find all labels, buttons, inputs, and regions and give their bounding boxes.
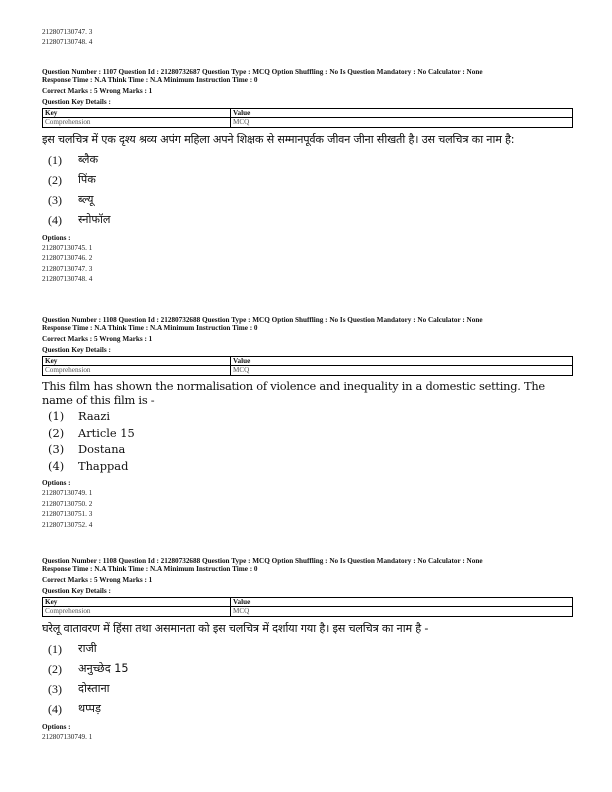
choice-number: (1) <box>48 641 62 656</box>
table-header-key: Key <box>43 108 231 118</box>
key-details-label: Question Key Details : <box>42 345 111 354</box>
choice-item <box>42 699 574 719</box>
choice-number: (3) <box>48 681 62 696</box>
question-meta-line1: Question Number : 1107 Question Id : 21280732687 Question Type : MCQ Option Shuffling : No Is Question Mandatory : No Calculator : None <box>42 68 483 76</box>
table-cell-value: MCQ <box>231 118 573 128</box>
options-label: Options : <box>42 722 71 731</box>
question-block-1108-hindi <box>42 557 574 742</box>
choice-label: राजी <box>78 641 97 655</box>
choice-number: (1) <box>48 409 65 423</box>
question-block-1107 <box>42 68 574 284</box>
option-id: 212807130745. 1 <box>42 243 93 252</box>
table-header-key: Key <box>43 597 231 607</box>
choice-number: (1) <box>48 152 62 167</box>
table-header-key: Key <box>43 356 231 366</box>
table-header-value: Value <box>231 108 573 118</box>
option-id: 212807130751. 3 <box>42 510 93 519</box>
options-label: Options : <box>42 479 71 488</box>
table-cell-key: Comprehension <box>43 366 231 376</box>
choice-item <box>42 190 574 210</box>
choice-item <box>42 408 574 425</box>
choice-item <box>42 458 574 475</box>
key-details-label: Question Key Details : <box>42 97 111 106</box>
marks-line: Correct Marks : 5 Wrong Marks : 1 <box>42 575 153 584</box>
options-section <box>42 233 574 285</box>
key-details-label: Question Key Details : <box>42 586 111 595</box>
options-section <box>42 722 574 742</box>
choice-item <box>42 639 574 659</box>
table-cell-value: MCQ <box>231 607 573 617</box>
question-meta-line1: Question Number : 1108 Question Id : 21280732688 Question Type : MCQ Option Shuffling : No Is Question Mandatory : No Calculator : None <box>42 557 483 565</box>
option-id: 212807130752. 4 <box>42 520 93 529</box>
choice-label: ब्लैक <box>78 152 99 166</box>
choice-item <box>42 210 574 230</box>
table-cell-key: Comprehension <box>43 118 231 128</box>
choice-number: (2) <box>48 172 62 187</box>
question-meta-line2: Response Time : N.A Think Time : N.A Minimum Instruction Time : 0 <box>42 565 258 574</box>
question-key-table <box>42 597 573 617</box>
option-id: 212807130748. 4 <box>42 38 93 47</box>
table-row <box>43 607 573 617</box>
choice-number: (3) <box>48 192 62 207</box>
question-meta-line1: Question Number : 1108 Question Id : 21280732688 Question Type : MCQ Option Shuffling : No Is Question Mandatory : No Calculator : None <box>42 316 483 324</box>
table-header-row <box>43 356 573 366</box>
table-row <box>43 118 573 128</box>
choices-list <box>42 408 574 474</box>
choice-label: दोस्ताना <box>78 681 110 695</box>
choice-label: Thappad <box>78 458 129 473</box>
question-text: घरेलू वातावरण में हिंसा तथा असमानता को इस चलचित्र में दर्शाया गया है। इस चलचित्र का नाम है - <box>42 621 429 635</box>
question-block-1108-english <box>42 316 574 530</box>
choice-item <box>42 425 574 442</box>
choice-item <box>42 150 574 170</box>
previous-options-list <box>42 27 574 48</box>
table-cell-key: Comprehension <box>43 607 231 617</box>
choice-label: Raazi <box>78 409 111 423</box>
choice-number: (2) <box>48 661 62 676</box>
option-id: 212807130749. 1 <box>42 489 93 498</box>
question-text: This film has shown the normalisation of violence and inequality in a domestic setting. The name of this film is - <box>42 378 545 408</box>
choice-label: अनुच्छेद 15 <box>78 661 129 675</box>
options-section <box>42 478 574 530</box>
question-key-table <box>42 108 573 128</box>
choice-number: (4) <box>48 458 65 473</box>
choice-number: (4) <box>48 212 62 227</box>
option-id: 212807130747. 3 <box>42 264 93 273</box>
question-meta <box>42 68 574 106</box>
table-row <box>43 366 573 376</box>
choice-item <box>42 659 574 679</box>
choice-label: Article 15 <box>78 425 135 440</box>
choices-list <box>42 150 574 230</box>
choice-number: (2) <box>48 425 65 440</box>
option-id: 212807130750. 2 <box>42 499 93 508</box>
question-meta <box>42 316 574 354</box>
options-label: Options : <box>42 233 71 242</box>
question-meta-line2: Response Time : N.A Think Time : N.A Minimum Instruction Time : 0 <box>42 76 258 85</box>
table-header-value: Value <box>231 356 573 366</box>
option-id: 212807130746. 2 <box>42 254 93 263</box>
question-text: इस चलचित्र में एक दृश्य श्रव्य अपंग महिला अपने शिक्षक से सम्मानपूर्वक जीवन जीना सीखती है। उस चलचित्र का नाम है: <box>42 132 515 146</box>
option-id: 212807130747. 3 <box>42 28 93 36</box>
choice-number: (4) <box>48 701 62 716</box>
option-id: 212807130748. 4 <box>42 275 93 284</box>
choice-label: स्नोफॉल <box>78 212 111 226</box>
choice-label: ब्ल्यू <box>78 192 94 206</box>
table-cell-value: MCQ <box>231 366 573 376</box>
marks-line: Correct Marks : 5 Wrong Marks : 1 <box>42 86 153 95</box>
choices-list <box>42 639 574 719</box>
table-header-row <box>43 597 573 607</box>
choice-number: (3) <box>48 442 65 457</box>
choice-label: Dostana <box>78 442 126 457</box>
option-id: 212807130749. 1 <box>42 732 93 741</box>
marks-line: Correct Marks : 5 Wrong Marks : 1 <box>42 334 153 343</box>
question-meta-line2: Response Time : N.A Think Time : N.A Minimum Instruction Time : 0 <box>42 324 258 333</box>
choice-label: पिंक <box>78 172 96 186</box>
question-meta <box>42 557 574 595</box>
table-header-row <box>43 108 573 118</box>
question-key-table <box>42 356 573 376</box>
choice-item <box>42 170 574 190</box>
choice-label: थप्पड़ <box>78 701 101 715</box>
choice-item <box>42 679 574 699</box>
choice-item <box>42 441 574 458</box>
table-header-value: Value <box>231 597 573 607</box>
